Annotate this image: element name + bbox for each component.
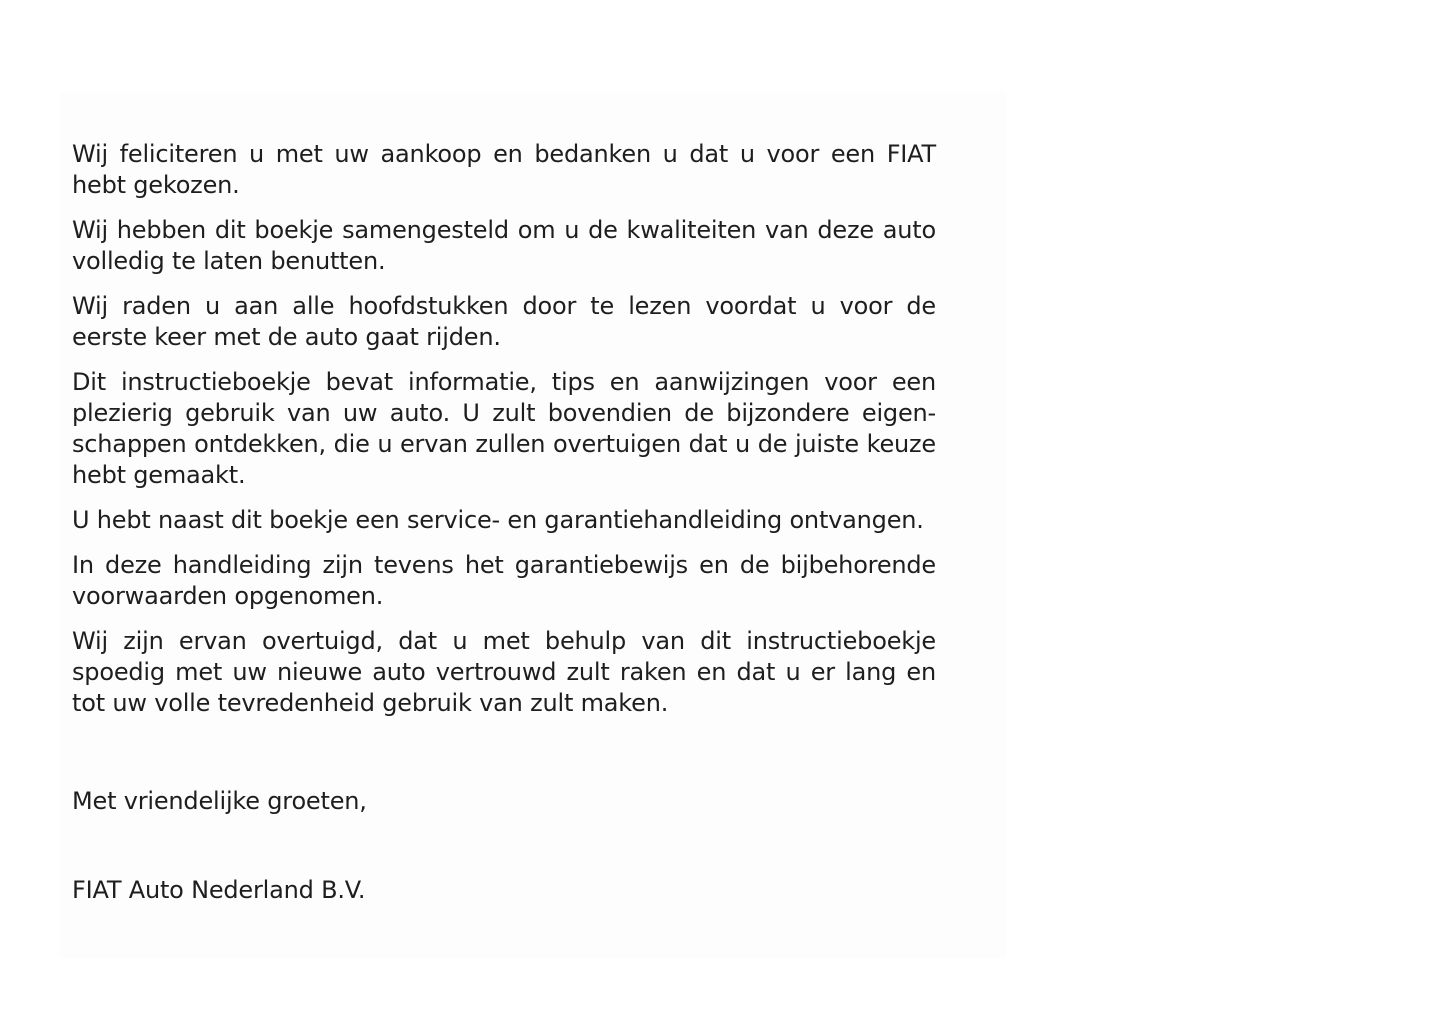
signature: FIAT Auto Nederland B.V. [72, 876, 366, 904]
paragraph-service: U hebt naast dit boekje een service- en garantiehandleiding ontvangen. [72, 506, 924, 534]
paragraph-warranty: In deze handleiding zijn tevens het garantiebewijs en de bijbehorende voorwaarden opgenomen. [72, 551, 936, 610]
letter-body [72, 139, 936, 733]
greeting: Met vriendelijke groeten, [72, 787, 367, 815]
paragraph-contents: Dit instructieboekje bevat informatie, tips en aanwijzingen voor een plezierig gebruik van uw auto. U zult bovendien de bijzondere eigen-schappen ontdekken, die u ervan zullen overtuigen dat u de juiste keuze hebt gemaakt. [72, 368, 936, 489]
paragraph-closing: Wij zijn ervan overtuigd, dat u met behulp van dit instructieboekje spoedig met uw nieuwe auto vertrouwd zult raken en dat u er lang en tot uw volle tevredenheid gebruik van zult maken. [72, 627, 936, 717]
paragraph-congratulations: Wij feliciteren u met uw aankoop en bedanken u dat u voor een FIAT hebt gekozen. [72, 140, 936, 199]
paragraph-purpose: Wij hebben dit boekje samengesteld om u de kwaliteiten van deze auto volledig te laten benutten. [72, 216, 936, 275]
paragraph-advice: Wij raden u aan alle hoofdstukken door te lezen voordat u voor de eerste keer met de auto gaat rijden. [72, 292, 936, 351]
